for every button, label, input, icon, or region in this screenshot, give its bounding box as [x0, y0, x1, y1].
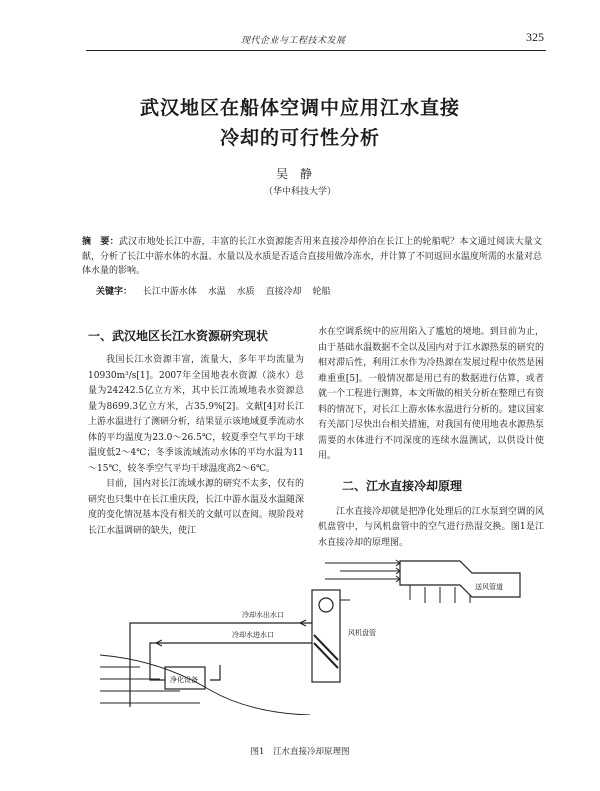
journal-name: 现代企业与工程技术发展 — [241, 36, 346, 46]
page-number: 325 — [526, 30, 544, 44]
keyword: 直接冷却 — [265, 287, 302, 297]
fan-coil-unit — [312, 590, 376, 682]
abstract-label: 摘 要： — [82, 237, 119, 247]
keyword: 水质 — [236, 287, 255, 297]
section-2-paragraph-1: 江水直接冷却就是把净化处理后的江水泵到空调的风机盘管中，与风机盘管中的空气进行热湿交换。图1是江水直接冷却的原理图。 — [318, 506, 544, 548]
keyword: 长江中游水体 — [142, 287, 197, 297]
keyword: 轮船 — [312, 287, 331, 297]
purifier — [165, 667, 205, 689]
column-left — [88, 325, 304, 539]
principle-diagram — [100, 555, 530, 715]
article-title — [80, 93, 520, 153]
author: 吴静 — [275, 167, 324, 181]
label-supply-duct: 送风管道 — [475, 583, 503, 591]
column-right — [318, 325, 544, 551]
abstract-text: 武汉市地处长江中游，丰富的长江水资源能否用来直接冷却停泊在长江上的轮船呢？本文通过阅读大量文献，分析了长江中游水体的水温、水量以及水质是否适合直接用做冷冻水，并计算了不同返回水温度所需的水量对总体水量的影响。 — [82, 237, 542, 276]
section-1-paragraph-3: 水在空调系统中的应用陷入了尴尬的境地。到目前为止，由于基础水温数据不全以及国内对于江水源热泵的研究的相对滞后性，利用江水作为冷热源在发展过程中依然是困难重重[5]。一般情况都是用已有的数据进行估算，或者就一个工程进行测算，本文所做的相关分析在整理已有资料的情况下，对长江上游水体水温进行分析的。建议国家有关部门尽快出台相关措施，对我国有使用地表水源热泵需要的水体进行不同深度的连续水温测试，以供设计使用。 — [318, 327, 544, 461]
section-1-paragraph-2: 目前，国内对长江流域水源的研究不太多，仅有的研究也只集中在长江重庆段，长江中游水温及水温随深度的变化情况基本没有相关的文献可以查阅。规阶段对长江水温调研的缺失，使江 — [88, 479, 305, 536]
affiliation: （华中科技大学） — [263, 187, 336, 197]
label-fan-coil: 风机盘管 — [348, 629, 376, 637]
figure-caption: 图1 江水直接冷却原理图 — [250, 747, 350, 757]
label-outlet: 冷却水出水口 — [242, 611, 284, 619]
section-2-heading: 二、江水直接冷却原理 — [342, 478, 463, 493]
title-line-2: 冷却的可行性分析 — [219, 127, 380, 149]
section-1-heading: 一、武汉地区长江水资源研究现状 — [88, 329, 269, 343]
pipes — [130, 620, 312, 707]
keyword: 水温 — [207, 287, 226, 297]
label-purifier: 净化设备 — [170, 676, 198, 684]
running-head — [86, 30, 546, 51]
keywords — [96, 284, 536, 297]
title-line-1: 武汉地区在船体空调中应用江水直接 — [139, 97, 460, 119]
section-1-paragraph-1: 我国长江水资源丰富，流量大，多年平均流量为10930m³/s[1]。2007年全国地表水资源（淡水）总量为24242.5亿立方米，其中长江流域地表水资源总量为8699.3亿立方米，占35.9%[2]。文献[4]对长江上游水温进行了测研分析，结果显示该地域夏季流动水体的平均温度为23.0～26.5℃，较夏季空气平均干球温度低2～4℃；冬季该流域流动水体的平均水温为11～15℃，较冬季空气平均干球温度高2～6℃。 — [88, 355, 305, 474]
supply-duct — [400, 561, 520, 597]
abstract — [82, 235, 542, 279]
keywords-label: 关键字： — [96, 287, 133, 297]
label-inlet: 冷却水进水口 — [232, 631, 274, 639]
figure-1 — [100, 555, 530, 715]
